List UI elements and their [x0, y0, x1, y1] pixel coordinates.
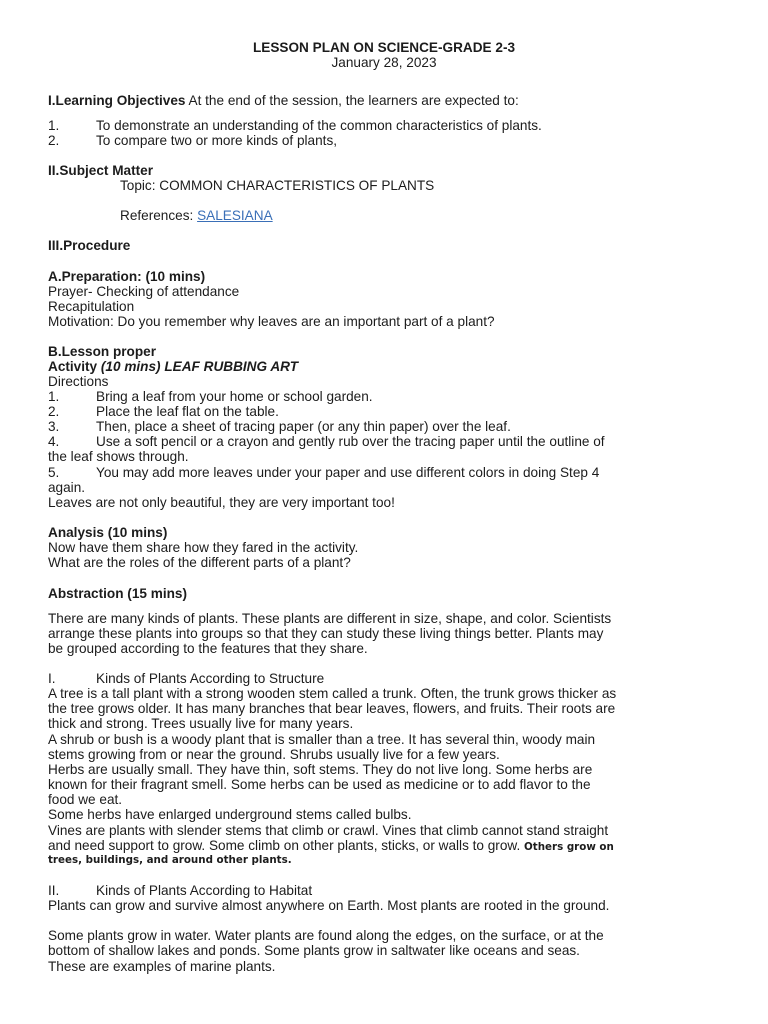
- objectives-line: [48, 93, 519, 108]
- abstraction-paragraph-line: There are many kinds of plants. These plants are different in size, shape, and color. Scientists: [48, 611, 612, 626]
- structure-line: thick and strong. Trees usually live for many years.: [48, 716, 354, 731]
- activity-title: LEAF RUBBING ART: [160, 359, 299, 374]
- preparation-line: Recapitulation: [48, 299, 135, 314]
- section-number: II.: [48, 883, 60, 898]
- step-continuation: again.: [48, 480, 86, 495]
- step-continuation: the leaf shows through.: [48, 449, 189, 464]
- objectives-heading: I.Learning Objectives: [48, 93, 186, 108]
- preparation-line: Motivation: Do you remember why leaves are an important part of a plant?: [48, 314, 495, 329]
- directions-label: Directions: [48, 374, 109, 389]
- analysis-heading: Analysis (10 mins): [48, 525, 168, 540]
- step-text: Then, place a sheet of tracing paper (or any thin paper) over the leaf.: [96, 419, 511, 434]
- structure-heading: Kinds of Plants According to Structure: [96, 671, 325, 686]
- step-number: 2.: [48, 404, 60, 419]
- structure-last-line: and need support to grow. Some climb on other plants, sticks, or walls to grow.: [48, 838, 525, 853]
- habitat-line: Some plants grow in water. Water plants are found along the edges, on the surface, or at the: [48, 928, 604, 943]
- document-title: LESSON PLAN ON SCIENCE-GRADE 2-3: [252, 40, 516, 55]
- preparation-heading: A.Preparation: (10 mins): [48, 269, 206, 284]
- activity-label: Activity: [48, 359, 101, 374]
- objectives-intro: At the end of the session, the learners are expected to:: [185, 93, 519, 108]
- abstraction-heading: Abstraction (15 mins): [48, 586, 187, 601]
- structure-line: stems growing from or near the ground. Shrubs usually live for a few years.: [48, 747, 500, 762]
- habitat-line: These are examples of marine plants.: [48, 959, 276, 974]
- step-text: Bring a leaf from your home or school garden.: [96, 389, 373, 404]
- abstraction-paragraph-line: arrange these plants into groups so that they can study these living things better. Plants may: [48, 626, 604, 641]
- structure-small-text: Others grow on: [524, 841, 614, 853]
- analysis-line: Now have them share how they fared in the activity.: [48, 540, 359, 555]
- subject-references: [120, 208, 273, 223]
- step-text: Use a soft pencil or a crayon and gently rub over the tracing paper until the outline of: [96, 434, 605, 449]
- activity-time: (10 mins): [100, 359, 161, 374]
- lesson-heading: B.Lesson proper: [48, 344, 157, 359]
- structure-line: known for their fragrant smell. Some herbs can be used as medicine or to add flavor to the: [48, 777, 591, 792]
- habitat-line: Plants can grow and survive almost anywhere on Earth. Most plants are rooted in the ground.: [48, 898, 610, 913]
- structure-line: food we eat.: [48, 792, 123, 807]
- objective-number: 2.: [48, 133, 60, 148]
- structure-line: Herbs are usually small. They have thin, soft stems. They do not live long. Some herbs are: [48, 762, 593, 777]
- step-text: Place the leaf flat on the table.: [96, 404, 279, 419]
- step-number: 5.: [48, 465, 60, 480]
- references-label: References:: [120, 208, 198, 223]
- habitat-heading: Kinds of Plants According to Habitat: [96, 883, 313, 898]
- structure-line: the tree grows older. It has many branches that bear leaves, flowers, and fruits. Their roots are: [48, 701, 616, 716]
- step-number: 4.: [48, 434, 60, 449]
- structure-small-continuation: trees, buildings, and around other plants.: [48, 854, 292, 866]
- document-date: January 28, 2023: [331, 55, 437, 70]
- habitat-line: bottom of shallow lakes and ponds. Some plants grow in saltwater like oceans and seas.: [48, 943, 580, 958]
- step-number: 3.: [48, 419, 60, 434]
- subject-topic: Topic: COMMON CHARACTERISTICS OF PLANTS: [120, 178, 435, 193]
- objective-item: To compare two or more kinds of plants,: [96, 133, 338, 148]
- step-text: You may add more leaves under your paper and use different colors in doing Step 4: [96, 465, 600, 480]
- step-number: 1.: [48, 389, 60, 404]
- activity-line: [48, 359, 298, 374]
- structure-line: Vines are plants with slender stems that climb or crawl. Vines that climb cannot stand straight: [48, 823, 609, 838]
- references-link[interactable]: SALESIANA: [197, 208, 273, 223]
- structure-line: A shrub or bush is a woody plant that is smaller than a tree. It has several thin, woody main: [48, 732, 596, 747]
- lesson-closing: Leaves are not only beautiful, they are very important too!: [48, 495, 395, 510]
- objective-item: To demonstrate an understanding of the common characteristics of plants.: [96, 118, 542, 133]
- objective-number: 1.: [48, 118, 60, 133]
- section-number: I.: [48, 671, 56, 686]
- subject-heading: II.Subject Matter: [48, 163, 153, 178]
- analysis-line: What are the roles of the different parts of a plant?: [48, 555, 351, 570]
- structure-line: Some herbs have enlarged underground stems called bulbs.: [48, 807, 412, 822]
- procedure-heading: III.Procedure: [48, 238, 131, 253]
- structure-line: A tree is a tall plant with a strong wooden stem called a trunk. Often, the trunk grows thicker as: [48, 686, 617, 701]
- preparation-line: Prayer- Checking of attendance: [48, 284, 240, 299]
- abstraction-paragraph-line: be grouped according to the features that they share.: [48, 641, 368, 656]
